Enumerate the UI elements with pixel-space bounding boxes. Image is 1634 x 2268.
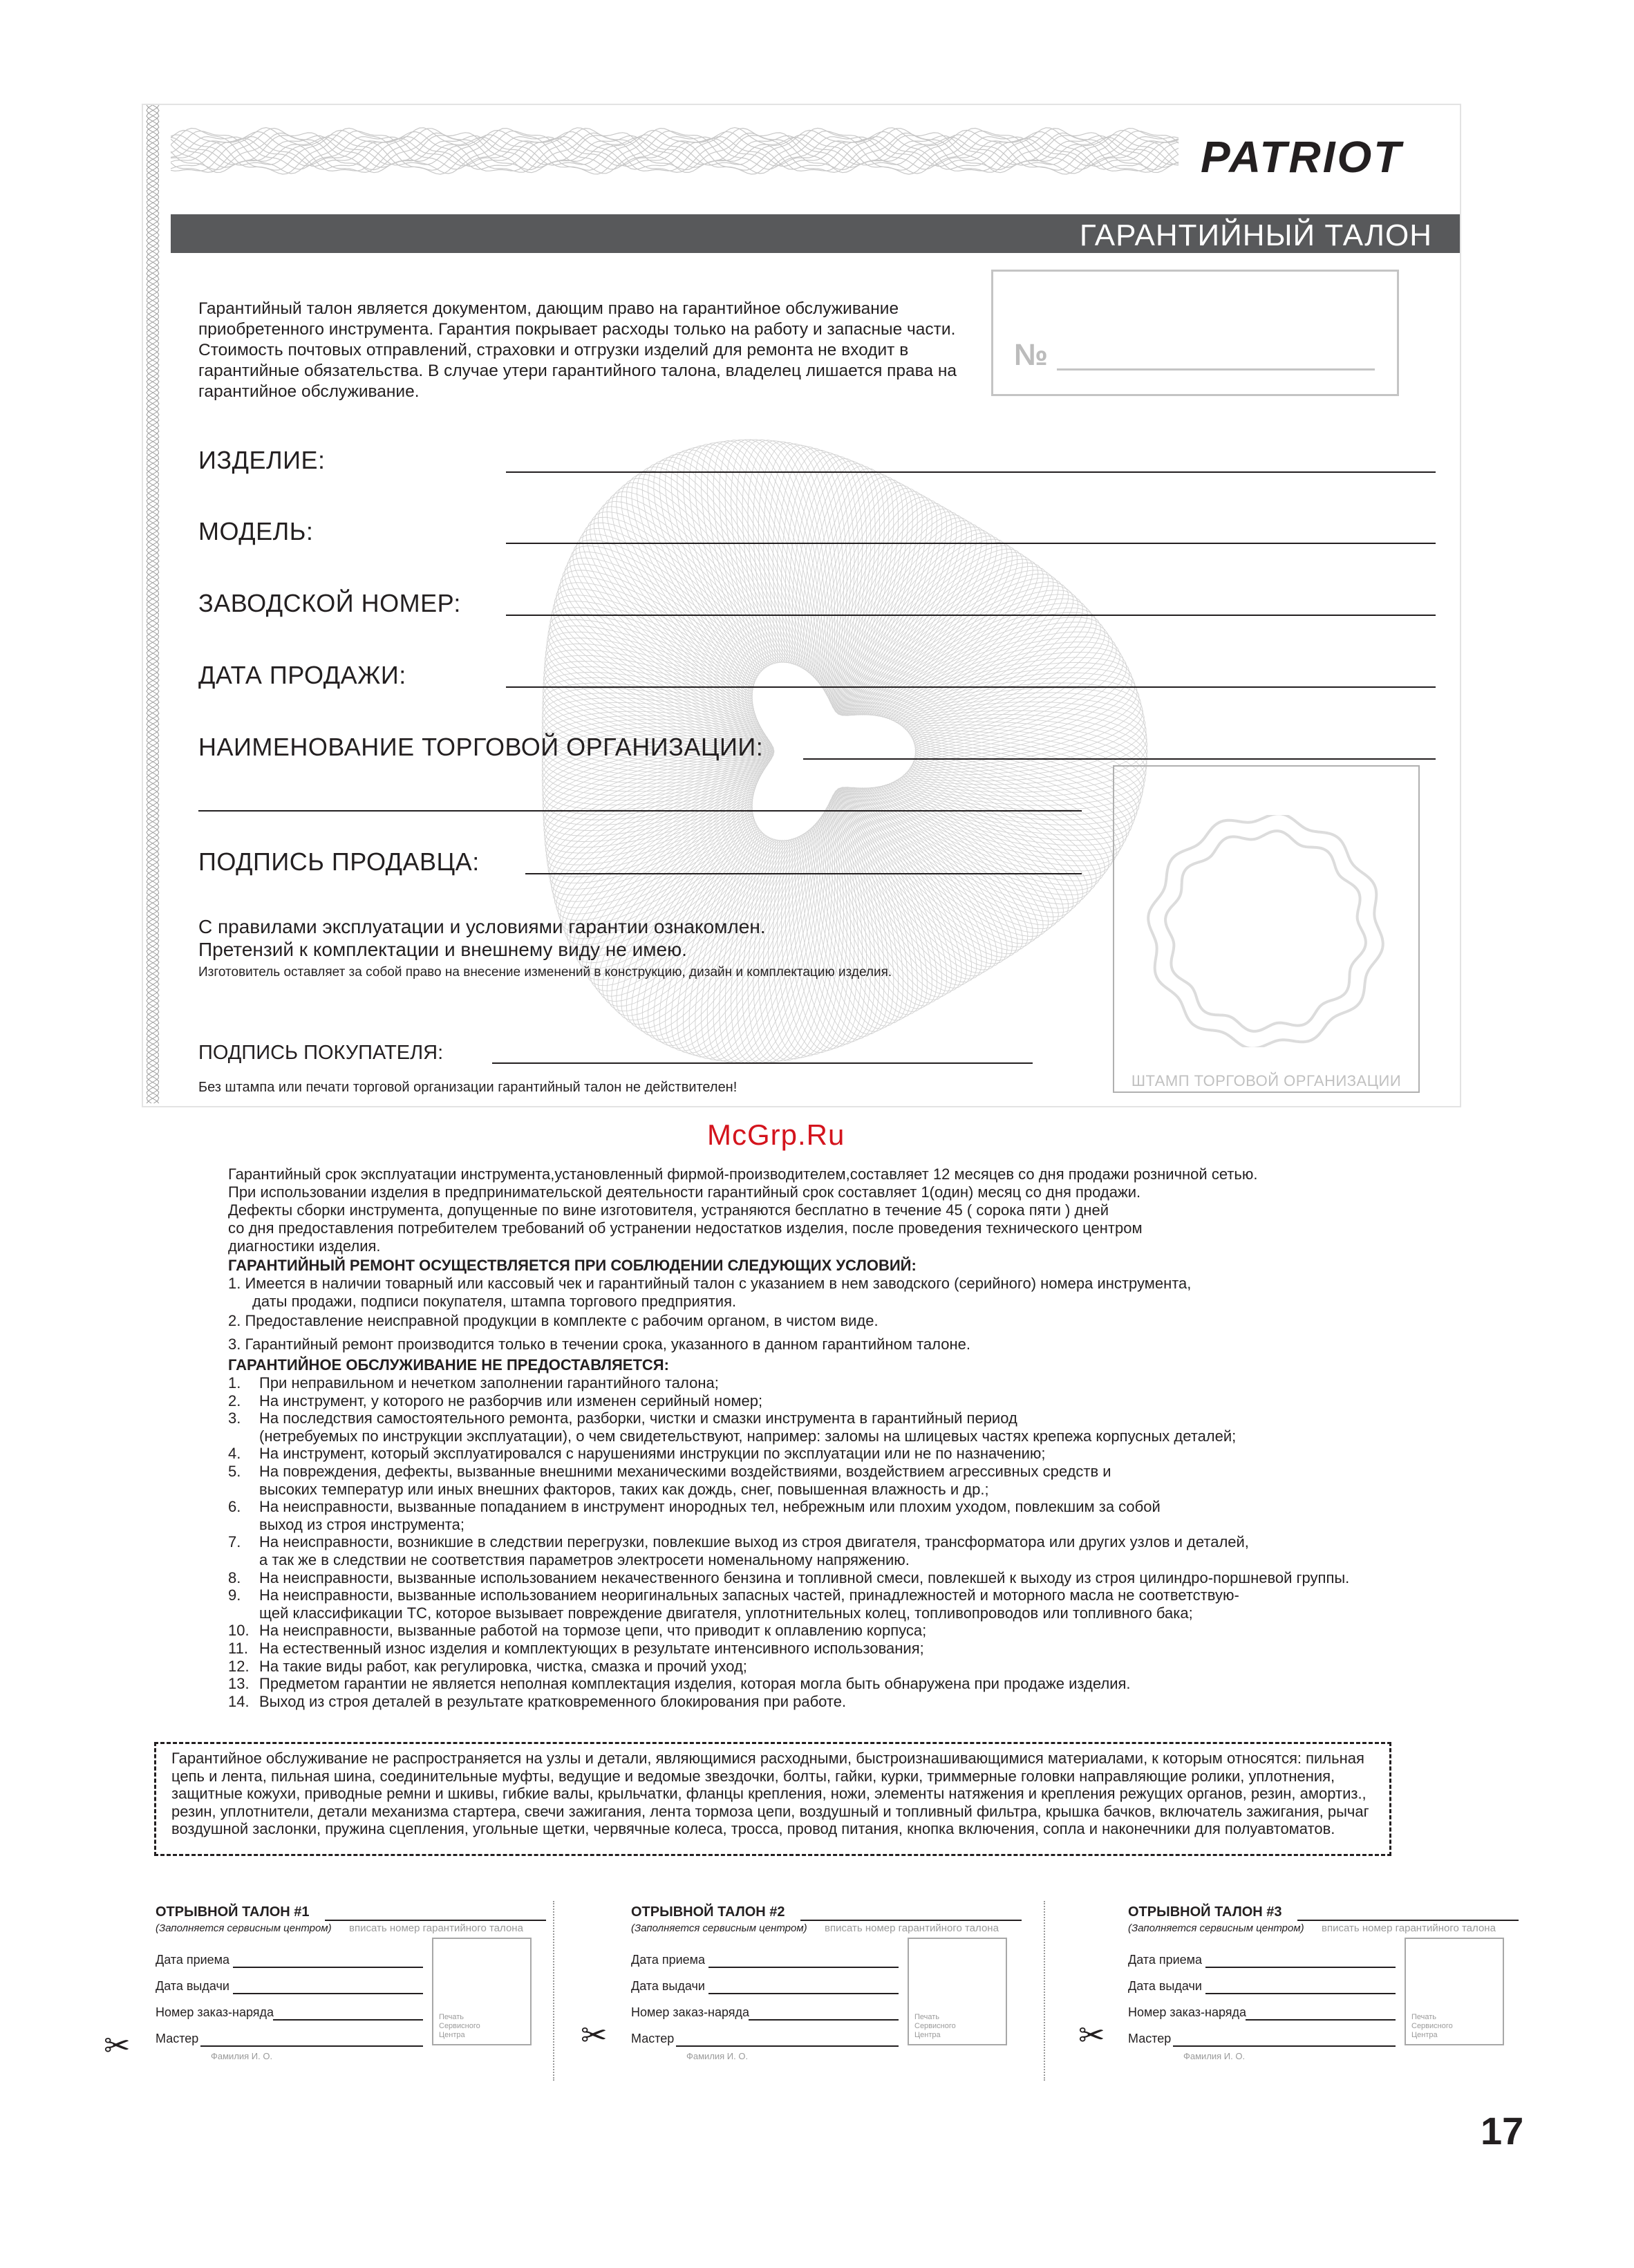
master-field[interactable] bbox=[676, 2045, 899, 2047]
coupon-title: ОТРЫВНОЙ ТАЛОН #3 bbox=[1128, 1904, 1282, 1920]
service-stamp-box[interactable] bbox=[432, 1938, 532, 2045]
buyer-sign-field[interactable] bbox=[492, 1062, 1033, 1064]
product-field[interactable] bbox=[506, 471, 1436, 473]
exclusion-text: На повреждения, дефекты, вызванные внешними механическими воздействиями, воздействием агрессивных средств и bbox=[259, 1463, 1111, 1480]
condition-item: 3. Гарантийный ремонт производится только в течении срока, указанного в данном гарантийном талоне. bbox=[228, 1336, 970, 1353]
coupon-hint: вписать номер гарантийного талона bbox=[349, 1922, 523, 1934]
fio-caption: Фамилия И. О. bbox=[211, 2051, 273, 2061]
condition-item: даты продажи, подписи покупателя, штампа торгового предприятия. bbox=[252, 1293, 737, 1310]
master-field[interactable] bbox=[1173, 2045, 1396, 2047]
store-field[interactable] bbox=[803, 758, 1436, 760]
warranty-number-box[interactable] bbox=[991, 270, 1399, 396]
acknowledgement-line-1: С правилами эксплуатации и условиями гарантии ознакомлен. bbox=[198, 916, 766, 937]
exclusion-text: щей классификации ТС, которое вызывает повреждение двигателя, уплотнительных колец, топливопроводов или топливного бака; bbox=[259, 1604, 1193, 1622]
received-date-field[interactable] bbox=[233, 1967, 423, 1968]
exclusion-text: На неисправности, вызванные использованием неоригинальных запасных частей, принадлежностей и моторного масла не соответствую- bbox=[259, 1586, 1239, 1604]
coupon-title: ОТРЫВНОЙ ТАЛОН #2 bbox=[631, 1904, 785, 1920]
exclusion-number: 2. bbox=[228, 1391, 241, 1409]
terms-line: диагностики изделия. bbox=[228, 1237, 381, 1255]
exclusion-text: На неисправности, возникшие в следствии перегрузки, повлекшие выход из строя двигателя, трансформатора или других узлов и деталей, bbox=[259, 1533, 1249, 1551]
exclusion-number: 12. bbox=[228, 1657, 250, 1675]
master-label: Мастер bbox=[156, 2032, 199, 2045]
exclusion-text: При неправильном и нечетком заполнении гарантийного талона; bbox=[259, 1374, 719, 1391]
serial-field[interactable] bbox=[506, 615, 1436, 616]
scissors-icon: ✂ bbox=[581, 2017, 608, 2053]
stamp-ring-line bbox=[1165, 831, 1366, 1031]
coupon-number-field[interactable] bbox=[1297, 1920, 1519, 1921]
fio-caption: Фамилия И. О. bbox=[686, 2051, 749, 2061]
issued-date-label: Дата выдачи bbox=[1128, 1979, 1202, 1993]
order-number-field[interactable] bbox=[749, 2019, 899, 2021]
fio-caption: Фамилия И. О. bbox=[1183, 2051, 1246, 2061]
exclusion-number: 14. bbox=[228, 1692, 250, 1710]
page-number: 17 bbox=[1481, 2109, 1524, 2153]
consumables-text: Гарантийное обслуживание не распространяется на узлы и детали, являющимися расходными, быстроизнашивающимися материалами, к которым относятся: пильная цепь и лента, пильная шина, соединительные муфты, ведущие и ведомые звездочки, болты, гайки, курки, триммерные головки направляющие ролики, уплотнения, защитные кожухи, приводные ремни и шкивы, гибкие валы, крыльчатки, фланцы крепления, ножи, элементы натяжения и крепления режущих органов, резин, амортиз., резин, уплотнители, детали механизма стартера, свечи зажигания, лента тормоза цепи, воздушный и топливный фильтра, крышка бачков, включатель зажигания, рычаг воздушной заслонки, пружина сцепления, угольные щетки, червячные колеса, тросса, провод питания, кнопка включения, сопла и наконечники для полуавтоматов. bbox=[171, 1750, 1369, 1837]
exclusion-text: На последствия самостоятельного ремонта, разборки, чистки и смазки инструмента в гарантийный период bbox=[259, 1409, 1017, 1427]
serial-label: ЗАВОДСКОЙ НОМЕР: bbox=[198, 589, 461, 617]
exclusion-text: На инструмент, у которого не разборчив или изменен серийный номер; bbox=[259, 1391, 763, 1409]
coupon-3 bbox=[1128, 1904, 1543, 2074]
terms-line: Дефекты сборки инструмента, допущенные по вине изготовителя, устраняются бесплатно в течение 45 ( сорока пяти ) дней bbox=[228, 1201, 1109, 1219]
coupon-number-field[interactable] bbox=[325, 1920, 546, 1921]
number-label: № bbox=[1014, 338, 1049, 372]
received-date-label: Дата приема bbox=[156, 1953, 230, 1967]
order-number-label: Номер заказ-наряда bbox=[631, 2005, 750, 2019]
exclusion-number: 5. bbox=[228, 1463, 241, 1480]
terms-line: со дня предоставления потребителем требований об устранении недостатков изделия, после проведения технического центром bbox=[228, 1219, 1143, 1237]
service-stamp-box[interactable] bbox=[1405, 1938, 1504, 2045]
exclusion-number: 1. bbox=[228, 1374, 241, 1391]
scissors-icon: ✂ bbox=[104, 2027, 131, 2063]
seller-sign-field[interactable] bbox=[525, 873, 1082, 874]
acknowledgement-line-3: Изготовитель оставляет за собой право на внесение изменений в конструкцию, дизайн и комплектацию изделия. bbox=[198, 965, 892, 980]
exclusion-text: На неисправности, вызванные использованием некачественного бензина и топливной смеси, повлекшей к выходу из строя цилиндро-поршневой группы. bbox=[259, 1568, 1350, 1586]
guilloche-band bbox=[171, 105, 1180, 198]
seller-sign-label: ПОДПИСЬ ПРОДАВЦА: bbox=[198, 847, 480, 876]
number-line bbox=[1057, 368, 1375, 371]
issued-date-label: Дата выдачи bbox=[156, 1979, 229, 1993]
service-stamp-box[interactable] bbox=[908, 1938, 1007, 2045]
acknowledgement-line-2: Претензий к комплектации и внешнему виду не имею. bbox=[198, 939, 687, 960]
exclusion-text: Предметом гарантии не является неполная комплектация изделия, которая могла быть обнаружена при продаже изделия. bbox=[259, 1675, 1131, 1693]
coupon-title: ОТРЫВНОЙ ТАЛОН #1 bbox=[156, 1904, 310, 1920]
exclusion-text: а так же в следствии не соответствия параметров электросети номенальному напряжению. bbox=[259, 1551, 910, 1568]
exclusion-number: 9. bbox=[228, 1586, 241, 1604]
stamp-label: ШТАМП ТОРГОВОЙ ОРГАНИЗАЦИИ bbox=[1131, 1072, 1402, 1089]
coupon-number-field[interactable] bbox=[800, 1920, 1022, 1921]
exclusion-text: На такие виды работ, как регулировка, чистка, смазка и прочий уход; bbox=[259, 1657, 747, 1675]
stamp-ring-line bbox=[1148, 815, 1383, 1047]
exclusions-heading: ГАРАНТИЙНОЕ ОБСЛУЖИВАНИЕ НЕ ПРЕДОСТАВЛЯЕТСЯ: bbox=[228, 1356, 669, 1374]
condition-item: 2. Предоставление неисправной продукции в комплекте с рабочим органом, в чистом виде. bbox=[228, 1312, 879, 1329]
sale-date-label: ДАТА ПРОДАЖИ: bbox=[198, 661, 406, 689]
exclusion-text: Выход из строя деталей в результате кратковременного блокирования при работе. bbox=[259, 1692, 847, 1710]
order-number-field[interactable] bbox=[273, 2019, 423, 2021]
conditions-heading: ГАРАНТИЙНЫЙ РЕМОНТ ОСУЩЕСТВЛЯЕТСЯ ПРИ СОБЛЮДЕНИИ СЛЕДУЮЩИХ УСЛОВИЙ: bbox=[228, 1257, 917, 1274]
store-field-line2[interactable] bbox=[198, 810, 1082, 812]
model-field[interactable] bbox=[506, 543, 1436, 544]
coupon-subtitle: (Заполняется сервисным центром) bbox=[1128, 1922, 1304, 1934]
stamp-ring bbox=[1139, 815, 1392, 1047]
service-stamp-label: Печать Сервисного Центра bbox=[439, 2013, 480, 2039]
condition-item: 1. Имеется в наличии товарный или кассовый чек и гарантийный талон с указанием в нем заводского (серийного) номера инструмента, bbox=[228, 1275, 1192, 1292]
exclusion-text: На естественный износ изделия и комплектующих в результате интенсивного использования; bbox=[259, 1640, 924, 1657]
issued-date-field[interactable] bbox=[233, 1993, 423, 1994]
exclusion-text: (нетребуемых по инструкции эксплуатации), о чем свидетельствуют, например: заломы на шлицевых частях крепежа корпусных деталей; bbox=[259, 1427, 1237, 1445]
exclusion-number: 7. bbox=[228, 1533, 241, 1551]
exclusion-number: 3. bbox=[228, 1409, 241, 1427]
order-number-label: Номер заказ-наряда bbox=[1128, 2005, 1247, 2019]
terms-line: Гарантийный срок эксплуатации инструмента,установленный фирмой-производителем,составляет 12 месяцев со дня продажи розничной сетью. bbox=[228, 1165, 1258, 1183]
issued-date-label: Дата выдачи bbox=[631, 1979, 705, 1993]
consumables-box bbox=[154, 1742, 1391, 1856]
store-label: НАИМЕНОВАНИЕ ТОРГОВОЙ ОРГАНИЗАЦИИ: bbox=[198, 733, 764, 761]
received-date-field[interactable] bbox=[1205, 1967, 1396, 1968]
exclusion-number: 11. bbox=[228, 1640, 248, 1657]
issued-date-field[interactable] bbox=[708, 1993, 899, 1994]
strip-wave bbox=[147, 105, 159, 1103]
terms-line: При использовании изделия в предпринимательской деятельности гарантийный срок составляет 1(один) месяц со дня продажи. bbox=[228, 1183, 1141, 1201]
page-title: ГАРАНТИЙНЫЙ ТАЛОН bbox=[1079, 218, 1432, 252]
order-number-label: Номер заказ-наряда bbox=[156, 2005, 274, 2019]
watermark: McGrp.Ru bbox=[707, 1118, 845, 1151]
sale-date-field[interactable] bbox=[506, 686, 1436, 688]
warranty-card bbox=[142, 104, 1461, 1107]
store-stamp-box[interactable] bbox=[1113, 765, 1420, 1093]
intro-text: Гарантийный талон является документом, дающим право на гарантийное обслуживание приобретенного инструмента. Гарантия покрывает расходы только на работу и запасные части. Стоимость почтовых отправлений, страховки и отгрузки изделий для ремонта не входит в гарантийные обязательства. В случае утери гарантийного талона, владелец лишается права на гарантийное обслуживание. bbox=[198, 299, 957, 401]
model-label: МОДЕЛЬ: bbox=[198, 517, 314, 545]
issued-date-field[interactable] bbox=[1205, 1993, 1396, 1994]
exclusion-text: выход из строя инструмента; bbox=[259, 1515, 464, 1533]
exclusion-number: 10. bbox=[228, 1622, 250, 1640]
service-stamp-label: Печать Сервисного Центра bbox=[914, 2013, 956, 2039]
coupon-subtitle: (Заполняется сервисным центром) bbox=[156, 1922, 332, 1934]
coupon-2 bbox=[631, 1904, 1046, 2074]
service-stamp-label: Печать Сервисного Центра bbox=[1411, 2013, 1453, 2039]
exclusion-number: 8. bbox=[228, 1568, 241, 1586]
exclusion-text: высоких температур или иных внешних факторов, таких как дождь, снег, повышенная влажность и др.; bbox=[259, 1480, 989, 1498]
coupon-subtitle: (Заполняется сервисным центром) bbox=[631, 1922, 807, 1934]
exclusion-number: 6. bbox=[228, 1498, 241, 1516]
order-number-field[interactable] bbox=[1246, 2019, 1396, 2021]
received-date-field[interactable] bbox=[708, 1967, 899, 1968]
buyer-sign-label: ПОДПИСЬ ПОКУПАТЕЛЯ: bbox=[198, 1042, 444, 1064]
master-field[interactable] bbox=[200, 2045, 423, 2047]
received-date-label: Дата приема bbox=[1128, 1953, 1203, 1967]
coupon-hint: вписать номер гарантийного талона bbox=[1322, 1922, 1496, 1934]
received-date-label: Дата приема bbox=[631, 1953, 706, 1967]
exclusion-number: 13. bbox=[228, 1675, 250, 1693]
brand-logo: PATRIOT bbox=[1201, 132, 1403, 182]
exclusion-text: На инструмент, который эксплуатировался с нарушениями инструкции по эксплуатации или не по назначению; bbox=[259, 1445, 1046, 1463]
scissors-icon: ✂ bbox=[1078, 2017, 1105, 2053]
master-label: Мастер bbox=[1128, 2032, 1172, 2045]
coupon-1 bbox=[156, 1904, 570, 2074]
security-side-strip bbox=[143, 105, 162, 1104]
title-bar bbox=[171, 214, 1460, 253]
coupon-hint: вписать номер гарантийного талона bbox=[825, 1922, 999, 1934]
exclusion-text: На неисправности, вызванные попаданием в инструмент инородных тел, небрежным или плохим уходом, повлекшим за собой bbox=[259, 1498, 1161, 1516]
no-stamp-note: Без штампа или печати торговой организации гарантийный талон не действителен! bbox=[198, 1080, 738, 1095]
master-label: Мастер bbox=[631, 2032, 675, 2045]
exclusion-text: На неисправности, вызванные работой на тормозе цепи, что приводит к оплавлению корпуса; bbox=[259, 1622, 927, 1640]
product-label: ИЗДЕЛИЕ: bbox=[198, 446, 326, 474]
exclusion-number: 4. bbox=[228, 1445, 241, 1463]
